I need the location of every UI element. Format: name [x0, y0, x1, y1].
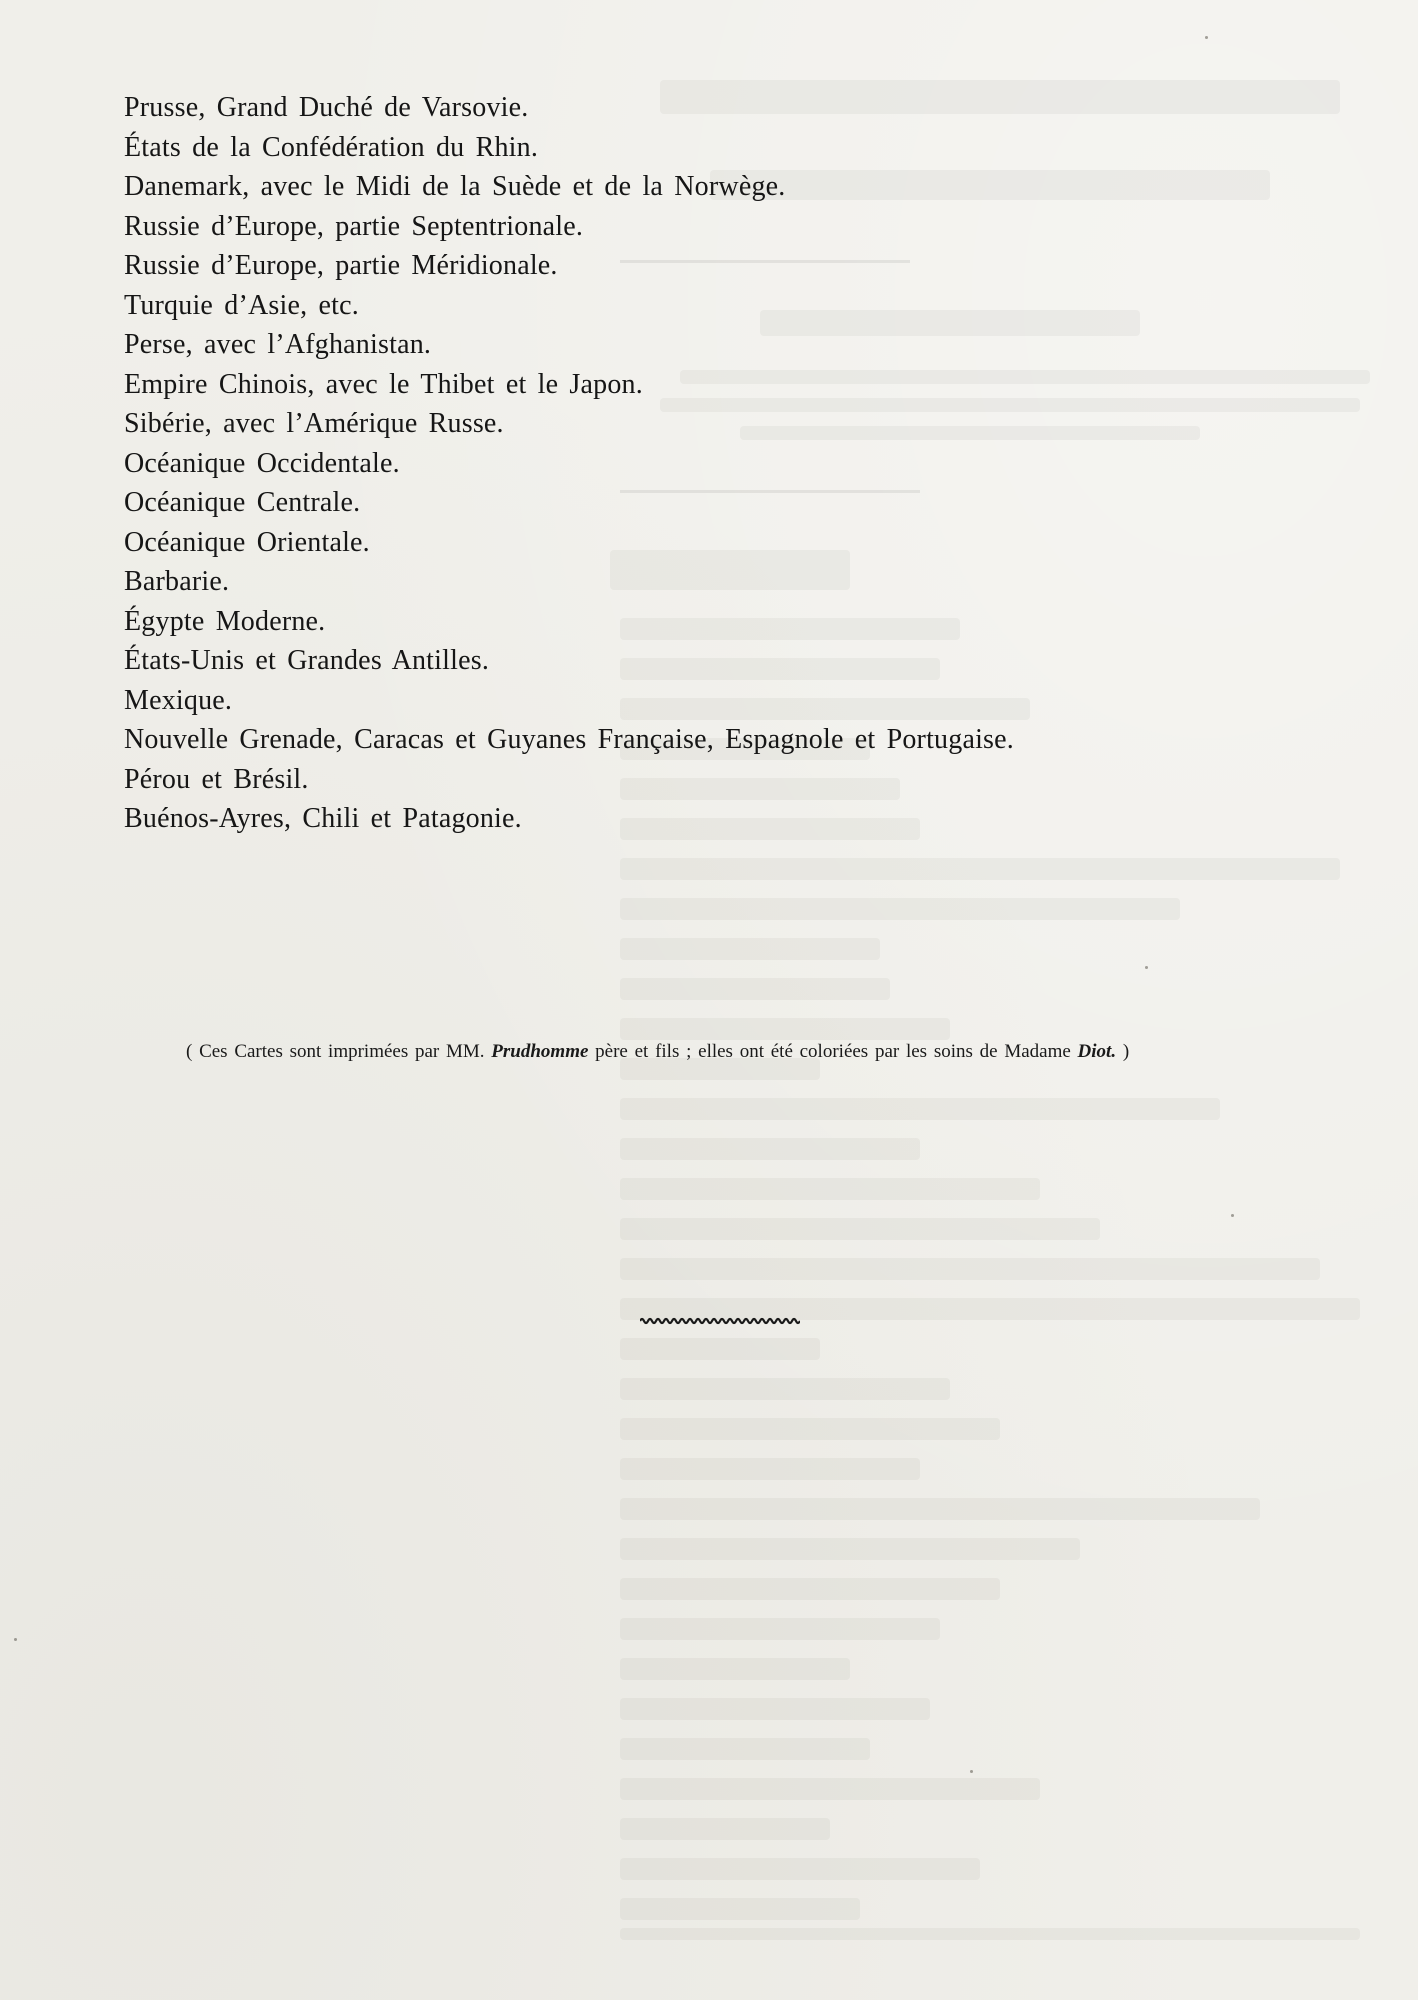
wavy-divider: [640, 1316, 800, 1326]
map-list-item: Buénos-Ayres, Chili et Patagonie.: [124, 803, 522, 834]
map-list-item: États-Unis et Grandes Antilles.: [124, 645, 490, 676]
printer-note: [186, 1039, 1129, 1065]
paper-speck: [905, 745, 908, 748]
map-list-item: Égypte Moderne.: [124, 605, 326, 637]
map-list-item: Russie d’Europe, partie Septentrionale.: [124, 210, 584, 242]
note-text-start: ( Ces Cartes sont imprimées par MM.: [186, 1041, 492, 1062]
map-list-item: Danemark, avec le Midi de la Suède et de la Norwège.: [124, 171, 786, 202]
map-list-item: Océanique Orientale.: [124, 526, 370, 558]
map-list-item: Pérou et Brésil.: [124, 763, 309, 795]
map-list-item: Perse, avec l’Afghanistan.: [124, 329, 432, 360]
paper-speck: [14, 1638, 17, 1641]
map-list-item: Empire Chinois, avec le Thibet et le Japon.: [124, 368, 643, 400]
map-list-item: Russie d’Europe, partie Méridionale.: [124, 250, 558, 281]
note-text-end: ): [1116, 1041, 1130, 1062]
map-list-item: Océanique Centrale.: [124, 487, 361, 518]
map-list-item: Océanique Occidentale.: [124, 447, 400, 479]
map-list-item: Turquie d’Asie, etc.: [124, 289, 359, 321]
map-list-item: États de la Confédération du Rhin.: [124, 131, 539, 163]
paper-speck: [1205, 36, 1208, 39]
paper-speck: [970, 1770, 973, 1773]
map-list-item: Prusse, Grand Duché de Varsovie.: [124, 92, 529, 123]
map-list-item: Nouvelle Grenade, Caracas et Guyanes Française, Espagnole et Portugaise.: [124, 724, 1014, 755]
note-colorist-name: Diot.: [1077, 1041, 1117, 1062]
note-text-middle: père et fils ; elles ont été coloriées par les soins de Madame: [588, 1041, 1078, 1062]
map-list: [124, 88, 1014, 839]
map-list-item: Mexique.: [124, 684, 233, 716]
note-printer-name: Prudhomme: [491, 1041, 589, 1062]
map-list-item: Barbarie.: [124, 566, 230, 597]
paper-speck: [1231, 1214, 1234, 1217]
map-list-item: Sibérie, avec l’Amérique Russe.: [124, 408, 504, 439]
paper-speck: [1145, 966, 1148, 969]
